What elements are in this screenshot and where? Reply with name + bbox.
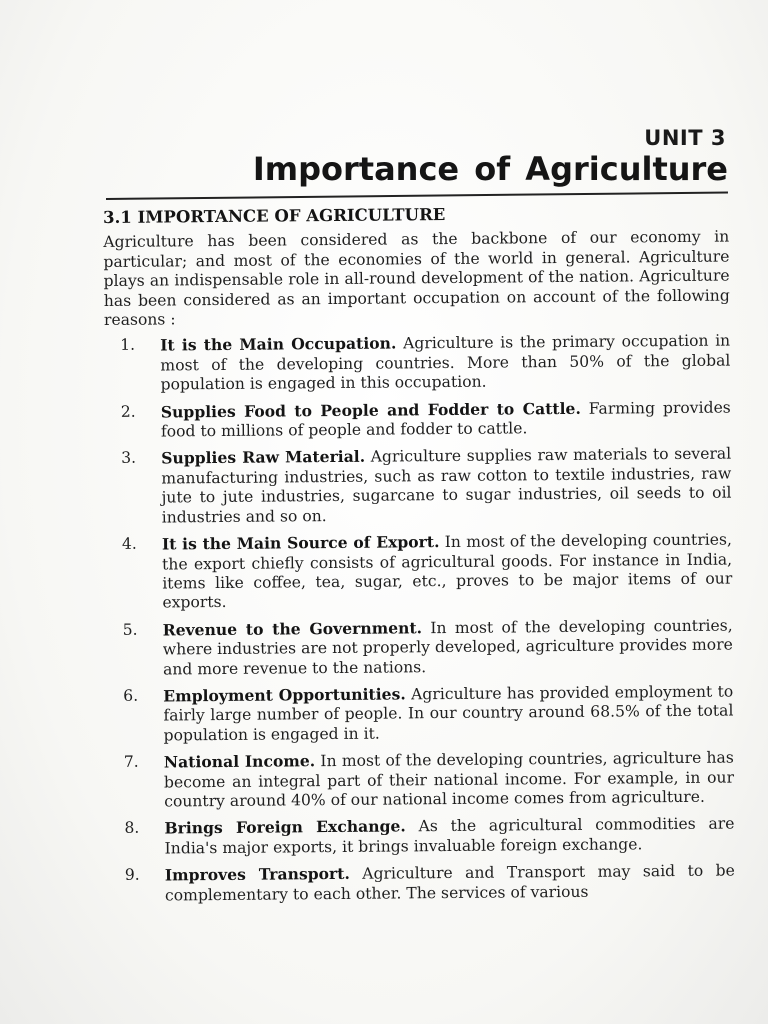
reason-body (162, 530, 733, 614)
reason-item (105, 397, 731, 442)
reason-title: Employment Opportunities. (163, 684, 406, 706)
reason-text: In most of the developing countries, the export chiefly consists of agricultural goods. For instance in India, items like coffee, tea, sugar, etc., proves to be major items of our exports. (162, 530, 733, 612)
reason-item (107, 615, 733, 680)
reason-title: It is the Main Occupation. (160, 333, 397, 355)
chapter-title: Importance of Agriculture (252, 150, 728, 188)
reason-number: 4. (121, 534, 137, 553)
reason-number: 3. (121, 449, 137, 468)
reason-title: Revenue to the Government. (162, 617, 423, 640)
reason-text: Agriculture is the primary occupation in most of the developing countries. More than 50% of the global population is engaged in this occupation. (160, 331, 731, 394)
reason-text: Farming provides food to millions of people and fodder to cattle. (160, 398, 731, 441)
reason-text: Agriculture has provided employment to fairly large number of people. In our country around 68.5% of the total population is engaged in it. (163, 682, 734, 745)
reason-title: Brings Foreign Exchange. (164, 816, 406, 838)
reason-text: Agriculture and Transport may said to be complementary to each other. The services of various (164, 861, 735, 905)
reason-number: 2. (120, 402, 136, 421)
reason-title: Supplies Food to People and Fodder to Cattle. (160, 398, 581, 422)
reason-body (161, 444, 732, 528)
reason-item (108, 748, 734, 813)
reason-text: In most of the developing countries, where industries are not properly developed, agriculture provides more and more revenue to the nations. (162, 616, 733, 679)
reason-item (105, 444, 732, 528)
reason-item (107, 681, 733, 746)
page-content (103, 203, 735, 913)
reason-text: As the agricultural commodities are India's major exports, it brings invaluable foreign exchange. (164, 814, 735, 858)
reason-number: 1. (120, 336, 136, 355)
section-heading: 3.1 IMPORTANCE OF AGRICULTURE (103, 205, 446, 227)
reason-body (160, 331, 730, 395)
reason-number: 7. (123, 752, 139, 771)
reason-number: 9. (124, 865, 140, 885)
reason-title: Supplies Raw Material. (161, 447, 366, 468)
reason-item (106, 530, 733, 614)
unit-label: UNIT 3 (644, 126, 726, 150)
reason-title: National Income. (163, 751, 316, 772)
reason-body (163, 615, 733, 679)
reason-text: In most of the developing countries, agriculture has become an integral part of their national income. For example, in our country around 40% of our national income comes from agriculture. (163, 748, 735, 811)
reason-title: It is the Main Source of Export. (161, 532, 440, 554)
reason-body (164, 814, 734, 859)
reason-item (108, 814, 734, 859)
reason-body (164, 748, 734, 812)
reason-number: 5. (122, 620, 138, 639)
reason-title: Improves Transport. (164, 864, 350, 885)
reasons-list (104, 331, 735, 906)
intro-paragraph: Agriculture has been considered as the backbone of our economy in particular; and most of the economies of the world in general. Agriculture plays an indispensable role in all-round development of the nation. Agriculture has been considered as an important occupation on account of the following reasons : (103, 227, 730, 330)
reason-body (163, 681, 733, 745)
reason-body (161, 397, 731, 442)
reason-body (165, 861, 735, 906)
reason-item (104, 331, 730, 396)
reason-number: 8. (124, 819, 140, 838)
title-divider (106, 191, 728, 200)
reason-item (109, 861, 735, 906)
reason-text: Agriculture supplies raw materials to several manufacturing industries, such as raw cotton to textile industries, raw jute to jute industries, sugarcane to sugar industries, oil seeds to oil industries and so on. (161, 444, 732, 527)
reason-number: 6. (123, 686, 139, 705)
